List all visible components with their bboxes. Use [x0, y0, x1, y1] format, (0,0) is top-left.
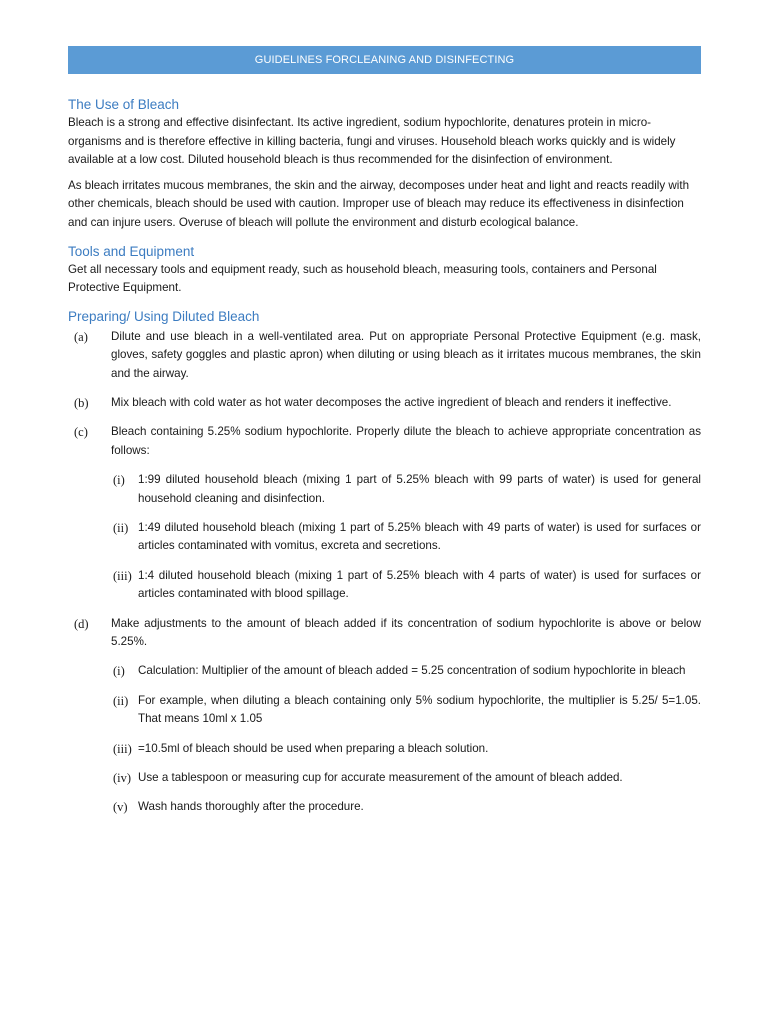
paragraph-bleach-caution: As bleach irritates mucous membranes, the skin and the airway, decomposes under heat and light and reacts readily with other chemicals, bleach should be used with caution. Improper use of bleach may reduce its effectiveness in disinfection and can injure users. Overuse of bleach will pollute the environment and disturb ecological balance.: [68, 178, 690, 229]
paragraph-bleach-intro: Bleach is a strong and effective disinfectant. Its active ingredient, sodium hypochlorite, denatures protein in micro-organisms and is therefore effective in killing bacteria, fungi and viruses. Household bleach works quickly and is widely available at a low cost. Diluted household bleach is thus recommended for the disinfection of environment.: [68, 116, 676, 167]
sublist-text: 1:4 diluted household bleach (mixing 1 part of 5.25% bleach with 4 parts of water) is used for surfaces or articles contaminated with blood spillage.: [138, 568, 701, 601]
sublist-item: [111, 662, 701, 680]
sublist-item: [111, 519, 701, 556]
paragraph-tools: Get all necessary tools and equipment ready, such as household bleach, measuring tools, containers and Personal Protective Equipment.: [68, 262, 657, 295]
sublist-item: [111, 769, 701, 787]
heading-preparing-bleach: Preparing/ Using Diluted Bleach: [68, 308, 260, 324]
sublist-item: [111, 471, 701, 508]
sublist-label: (iii): [113, 568, 132, 583]
sublist-label: (iv): [113, 771, 132, 786]
list-text: Mix bleach with cold water as hot water decomposes the active ingredient of bleach and renders it ineffective.: [111, 395, 672, 409]
title-banner: GUIDELINES FORCLEANING AND DISINFECTING: [68, 46, 701, 74]
sublist-text: =10.5ml of bleach should be used when preparing a bleach solution.: [138, 741, 489, 755]
list-item-d: [68, 615, 701, 652]
sublist-text: Use a tablespoon or measuring cup for accurate measurement of the amount of bleach added.: [138, 771, 623, 785]
sublist-label: (i): [113, 473, 125, 488]
list-label: (b): [74, 395, 89, 410]
list-text: Dilute and use bleach in a well-ventilated area. Put on appropriate Personal Protective Equipment (e.g. mask, gloves, safety goggles and plastic apron) when diluting or using bleach as it irritates mucous membranes, the skin and the airway.: [111, 329, 701, 380]
list-item-b: [68, 394, 701, 412]
list-label: (a): [74, 329, 88, 344]
sublist-d: [111, 662, 701, 816]
sublist-label: (i): [113, 664, 125, 679]
sublist-label: (v): [113, 800, 128, 815]
sublist-label: (ii): [113, 693, 129, 708]
heading-use-of-bleach: The Use of Bleach: [68, 97, 180, 112]
sublist-item: [111, 798, 701, 816]
list-text: Bleach containing 5.25% sodium hypochlorite. Properly dilute the bleach to achieve appropriate concentration as follows:: [111, 425, 701, 457]
instruction-list: [68, 328, 701, 817]
sublist-item: [111, 740, 701, 758]
list-item-c: [68, 423, 701, 460]
sublist-text: Calculation: Multiplier of the amount of bleach added = 5.25 concentration of sodium hypochlorite in bleach: [138, 664, 686, 678]
sublist-label: (iii): [113, 741, 132, 756]
heading-tools-equipment: Tools and Equipment: [68, 243, 195, 259]
list-label: (d): [74, 616, 89, 631]
document-body: [68, 96, 701, 817]
sublist-text: 1:49 diluted household bleach (mixing 1 part of 5.25% bleach with 49 parts of water) is used for surfaces or articles contaminated with vomitus, excreta and secretions.: [138, 521, 701, 553]
sublist-text: 1:99 diluted household bleach (mixing 1 part of 5.25% bleach with 99 parts of water) is used for general household cleaning and disinfection.: [138, 473, 701, 505]
sublist-text: For example, when diluting a bleach containing only 5% sodium hypochlorite, the multiplier is 5.25/ 5=1.05. That means 10ml x 1.05: [138, 693, 701, 726]
sublist-item: [111, 567, 701, 604]
list-text: Make adjustments to the amount of bleach added if its concentration of sodium hypochlorite is above or below 5.25%.: [111, 616, 701, 649]
sublist-text: Wash hands thoroughly after the procedure.: [138, 800, 364, 814]
sublist-item: [111, 692, 701, 729]
list-item-a: [68, 328, 701, 383]
sublist-label: (ii): [113, 521, 129, 535]
sublist-c: [111, 471, 701, 603]
list-label: (c): [74, 425, 88, 440]
